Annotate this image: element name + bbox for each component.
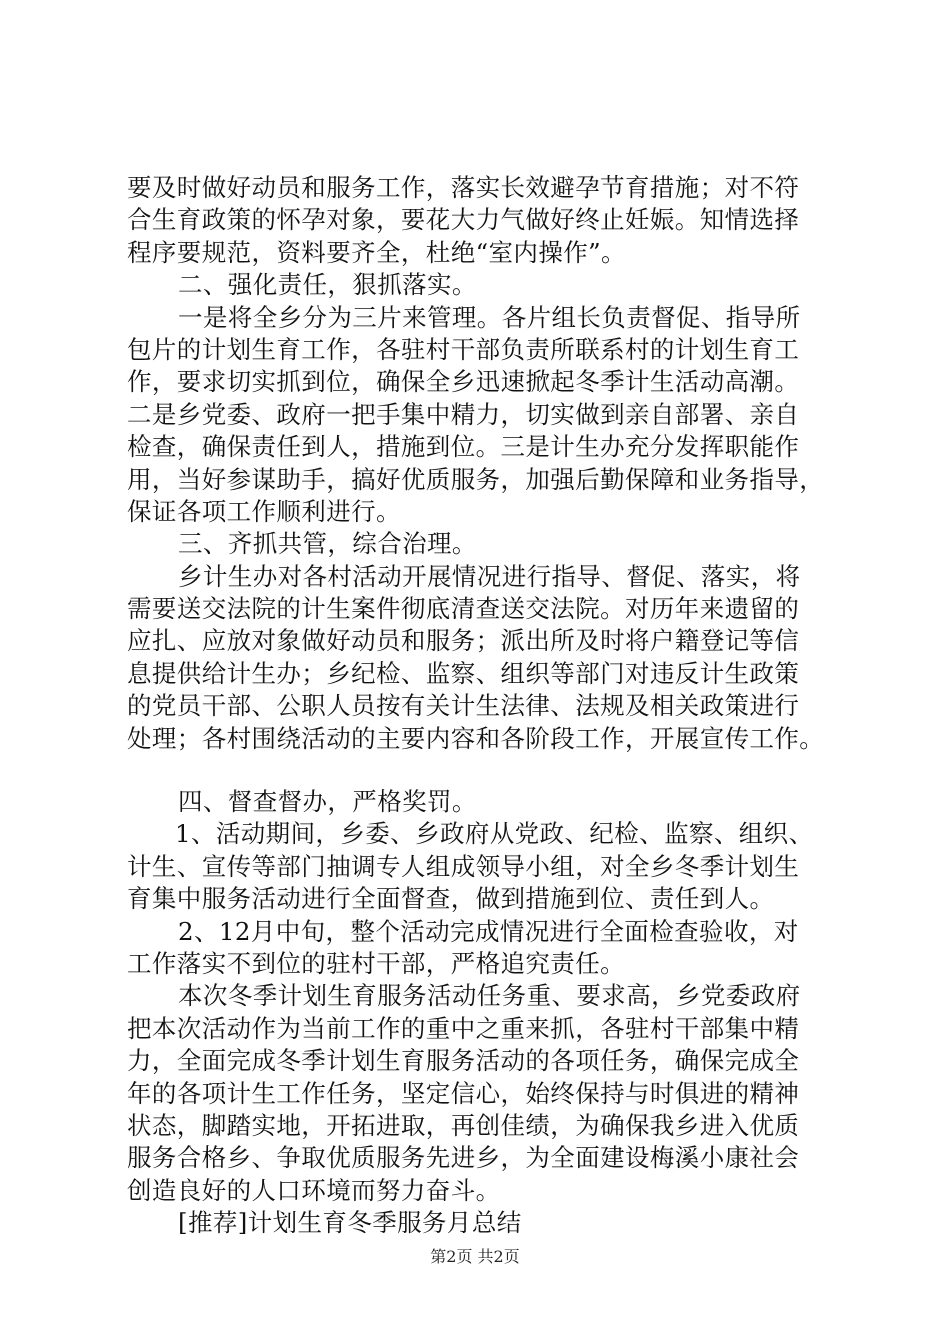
text-line: 状态，脚踏实地，开拓进取，再创佳绩，为确保我乡进入优质 [127, 1110, 800, 1140]
recommended-link[interactable]: [推荐]计划生育冬季服务月总结 [178, 1208, 522, 1238]
text-line: 二是乡党委、政府一把手集中精力，切实做到亲自部署、亲自 [127, 399, 800, 429]
text-line: 计生、宣传等部门抽调专人组成领导小组，对全乡冬季计划生 [127, 851, 800, 881]
text-line: 保证各项工作顺利进行。 [127, 496, 401, 526]
text-line: 创造良好的人口环境而努力奋斗。 [127, 1175, 501, 1205]
document-body [127, 172, 835, 1240]
text-line: 力，全面完成冬季计划生育服务活动的各项任务，确保完成全 [127, 1046, 800, 1076]
text-line: 用，当好参谋助手，搞好优质服务，加强后勤保障和业务指导， [127, 464, 825, 494]
text-line: 年的各项计生工作任务，坚定信心，始终保持与时俱进的精神 [127, 1078, 800, 1108]
text-line: 2、12月中旬，整个活动完成情况进行全面检查验收，对 [178, 916, 799, 946]
text-line: 本次冬季计划生育服务活动任务重、要求高，乡党委政府 [178, 981, 801, 1011]
text-line: 检查，确保责任到人，措施到位。三是计生办充分发挥职能作 [127, 432, 800, 462]
text-line: 需要送交法院的计生案件彻底清查送交法院。对历年来遗留的 [127, 594, 800, 624]
text-line: 一是将全乡分为三片来管理。各片组长负责督促、指导所 [178, 302, 801, 332]
text-line: 合生育政策的怀孕对象，要花大力气做好终止妊娠。知情选择 [127, 205, 800, 235]
section-heading: 四、督查督办，严格奖罚。 [178, 787, 477, 817]
text-line: 乡计生办对各村活动开展情况进行指导、督促、落实，将 [178, 561, 801, 591]
text-line: 育集中服务活动进行全面督查，做到措施到位、责任到人。 [127, 884, 775, 914]
section-heading: 二、强化责任，狠抓落实。 [178, 270, 477, 300]
text-line: 工作落实不到位的驻村干部，严格追究责任。 [127, 948, 625, 978]
text-line: 的党员干部、公职人员按有关计生法律、法规及相关政策进行 [127, 691, 800, 721]
text-line: 处理；各村围绕活动的主要内容和各阶段工作，开展宣传工作。 [127, 723, 825, 753]
paragraph-gap [127, 755, 835, 786]
text-line: 把本次活动作为当前工作的重中之重来抓，各驻村干部集中精 [127, 1013, 800, 1043]
text-line: 要及时做好动员和服务工作，落实长效避孕节育措施；对不符 [127, 173, 800, 202]
text-line: 息提供给计生办；乡纪检、监察、组织等部门对违反计生政策 [127, 658, 800, 688]
text-line: 程序要规范，资料要齐全，杜绝“室内操作”。 [127, 237, 626, 267]
text-line: 1、活动期间，乡委、乡政府从党政、纪检、监察、组织、 [175, 819, 814, 849]
text-line: 应扎、应放对象做好动员和服务；派出所及时将户籍登记等信 [127, 626, 800, 656]
text-line: 服务合格乡、争取优质服务先进乡，为全面建设梅溪小康社会 [127, 1143, 800, 1173]
section-heading: 三、齐抓共管，综合治理。 [178, 529, 477, 559]
text-line: 作，要求切实抓到位，确保全乡迅速掀起冬季计生活动高潮。 [127, 367, 800, 397]
page-number: 第2页 共2页 [430, 1247, 520, 1266]
text-line: 包片的计划生育工作，各驻村干部负责所联系村的计划生育工 [127, 334, 800, 364]
